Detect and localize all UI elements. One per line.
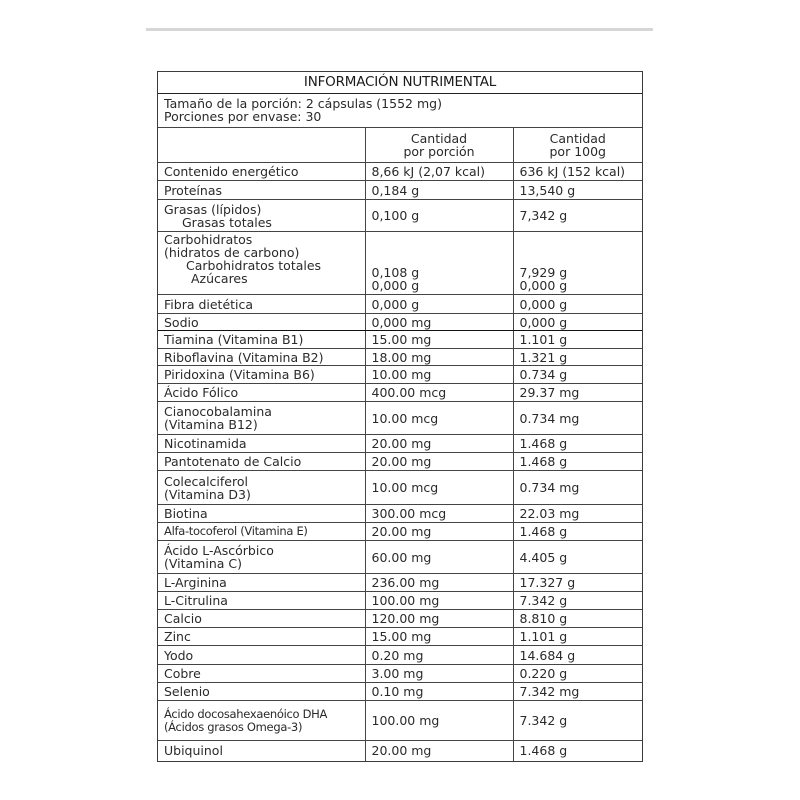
table-row — [158, 592, 642, 610]
per-serving-value: 18.00 mg — [365, 349, 513, 366]
per-100g-value: 636 kJ (152 kcal) — [513, 163, 642, 181]
per-serving-value: 10.00 mg — [365, 366, 513, 384]
per-serving-value: 400.00 mcg — [365, 384, 513, 402]
nutrient-name: Selenio — [158, 683, 365, 701]
header-per-serving: Cantidad por porción — [365, 128, 513, 163]
per-serving-value: 10.00 mcg — [365, 402, 513, 435]
nutrient-name: Tiamina (Vitamina B1) — [158, 331, 365, 349]
per-100g-value: 17.327 g — [513, 574, 642, 592]
nutrient-name: Contenido energético — [158, 163, 365, 181]
top-divider-line — [146, 28, 653, 31]
table-row — [158, 314, 642, 331]
table-row — [158, 523, 642, 541]
header-per-100g: Cantidad por 100g — [513, 128, 642, 163]
per-serving-value: 100.00 mg — [365, 701, 513, 741]
per-serving-value: 20.00 mg — [365, 435, 513, 453]
nutrition-table — [158, 128, 642, 761]
serving-size: Tamaño de la porción: 2 cápsulas (1552 mg) — [164, 96, 442, 111]
per-serving-value: 60.00 mg — [365, 541, 513, 574]
table-row — [158, 366, 642, 384]
per-serving-value: 0,100 g — [365, 200, 513, 232]
table-row — [158, 181, 642, 200]
per-100g-value: 0.734 mg — [513, 471, 642, 505]
nutrient-name: Calcio — [158, 610, 365, 628]
per-100g-value: 7,929 g 0,000 g — [513, 232, 642, 295]
per-serving-value: 100.00 mg — [365, 592, 513, 610]
per-100g-value: 0,000 g — [513, 314, 642, 331]
nutrient-name: Yodo — [158, 646, 365, 665]
table-header-row — [158, 128, 642, 163]
per-serving-value: 300.00 mcg — [365, 505, 513, 523]
nutrient-name: Carbohidratos (hidratos de carbono) Carbohidratos totales Azúcares — [158, 232, 365, 295]
table-row — [158, 349, 642, 366]
nutrient-subname: Grasas totales — [182, 214, 272, 230]
table-row — [158, 610, 642, 628]
table-row — [158, 628, 642, 646]
table-row — [158, 402, 642, 435]
nutrient-name: L-Citrulina — [158, 592, 365, 610]
per-100g-value: 0.220 g — [513, 665, 642, 683]
table-row — [158, 200, 642, 232]
per-serving-value: 15.00 mg — [365, 331, 513, 349]
per-serving-value: 20.00 mg — [365, 453, 513, 471]
table-row — [158, 331, 642, 349]
per-100g-value: 1.321 g — [513, 349, 642, 366]
per-serving-value: 0,000 mg — [365, 314, 513, 331]
per-100g-value: 7.342 g — [513, 592, 642, 610]
nutrient-name: Grasas (lípidos) Grasas totales — [158, 200, 365, 232]
per-100g-value: 0.734 g — [513, 366, 642, 384]
panel-title: INFORMACIÓN NUTRIMENTAL — [158, 72, 642, 94]
table-row — [158, 741, 642, 761]
nutrient-name: Cobre — [158, 665, 365, 683]
per-serving-value: 8,66 kJ (2,07 kcal) — [365, 163, 513, 181]
serving-info — [158, 94, 642, 128]
per-serving-value: 3.00 mg — [365, 665, 513, 683]
nutrient-name: Colecalciferol (Vitamina D3) — [158, 471, 365, 505]
header-nutrient — [158, 128, 365, 163]
nutrient-name: Piridoxina (Vitamina B6) — [158, 366, 365, 384]
nutrient-name: Sodio — [158, 314, 365, 331]
per-100g-value: 29.37 mg — [513, 384, 642, 402]
table-row — [158, 453, 642, 471]
per-100g-value: 4.405 g — [513, 541, 642, 574]
table-row — [158, 505, 642, 523]
per-100g-value: 8.810 g — [513, 610, 642, 628]
servings-per-container: Porciones por envase: 30 — [164, 109, 322, 124]
per-serving-value: 120.00 mg — [365, 610, 513, 628]
per-serving-value: 0,108 g 0,000 g — [365, 232, 513, 295]
table-row — [158, 435, 642, 453]
per-serving-value: 20.00 mg — [365, 741, 513, 761]
nutrient-name: Zinc — [158, 628, 365, 646]
table-row — [158, 163, 642, 181]
nutrient-name: Alfa-tocoferol (Vitamina E) — [158, 523, 365, 541]
per-serving-value: 0.10 mg — [365, 683, 513, 701]
per-100g-value: 1.101 g — [513, 628, 642, 646]
per-serving-value: 15.00 mg — [365, 628, 513, 646]
nutrient-name: Cianocobalamina (Vitamina B12) — [158, 402, 365, 435]
per-100g-value: 7.342 mg — [513, 683, 642, 701]
table-row — [158, 665, 642, 683]
per-100g-value: 1.101 g — [513, 331, 642, 349]
table-row — [158, 541, 642, 574]
per-serving-value: 0.20 mg — [365, 646, 513, 665]
per-100g-value: 7.342 g — [513, 701, 642, 741]
nutrient-name: Ácido Fólico — [158, 384, 365, 402]
table-row — [158, 232, 642, 295]
per-100g-value: 1.468 g — [513, 453, 642, 471]
nutrient-name: Ácido L-Ascórbico (Vitamina C) — [158, 541, 365, 574]
table-row — [158, 384, 642, 402]
nutrient-name: L-Arginina — [158, 574, 365, 592]
table-row — [158, 471, 642, 505]
per-100g-value: 1.468 g — [513, 523, 642, 541]
per-100g-value: 14.684 g — [513, 646, 642, 665]
table-row — [158, 701, 642, 741]
per-100g-value: 7,342 g — [513, 200, 642, 232]
nutrient-name: Fibra dietética — [158, 295, 365, 314]
nutrient-name: Biotina — [158, 505, 365, 523]
per-100g-value: 0,000 g — [513, 295, 642, 314]
per-100g-value: 1.468 g — [513, 741, 642, 761]
per-100g-value: 1.468 g — [513, 435, 642, 453]
table-row — [158, 683, 642, 701]
nutrient-name: Riboflavina (Vitamina B2) — [158, 349, 365, 366]
nutrition-facts-panel — [157, 71, 643, 762]
per-serving-value: 20.00 mg — [365, 523, 513, 541]
per-serving-value: 0,000 g — [365, 295, 513, 314]
per-100g-value: 13,540 g — [513, 181, 642, 200]
per-100g-value: 0.734 mg — [513, 402, 642, 435]
nutrient-subname: Azúcares — [191, 271, 248, 286]
nutrient-name: Pantotenato de Calcio — [158, 453, 365, 471]
table-row — [158, 646, 642, 665]
per-100g-value: 22.03 mg — [513, 505, 642, 523]
table-row — [158, 295, 642, 314]
nutrient-subname: Carbohidratos totales — [186, 258, 322, 273]
table-row — [158, 574, 642, 592]
per-serving-value: 236.00 mg — [365, 574, 513, 592]
per-serving-value: 0,184 g — [365, 181, 513, 200]
nutrient-name: Nicotinamida — [158, 435, 365, 453]
nutrient-name: Ácido docosahexaenóico DHA (Ácidos grasos Omega-3) — [158, 701, 365, 741]
per-serving-value: 10.00 mcg — [365, 471, 513, 505]
nutrient-name: Proteínas — [158, 181, 365, 200]
nutrient-name: Ubiquinol — [158, 741, 365, 761]
